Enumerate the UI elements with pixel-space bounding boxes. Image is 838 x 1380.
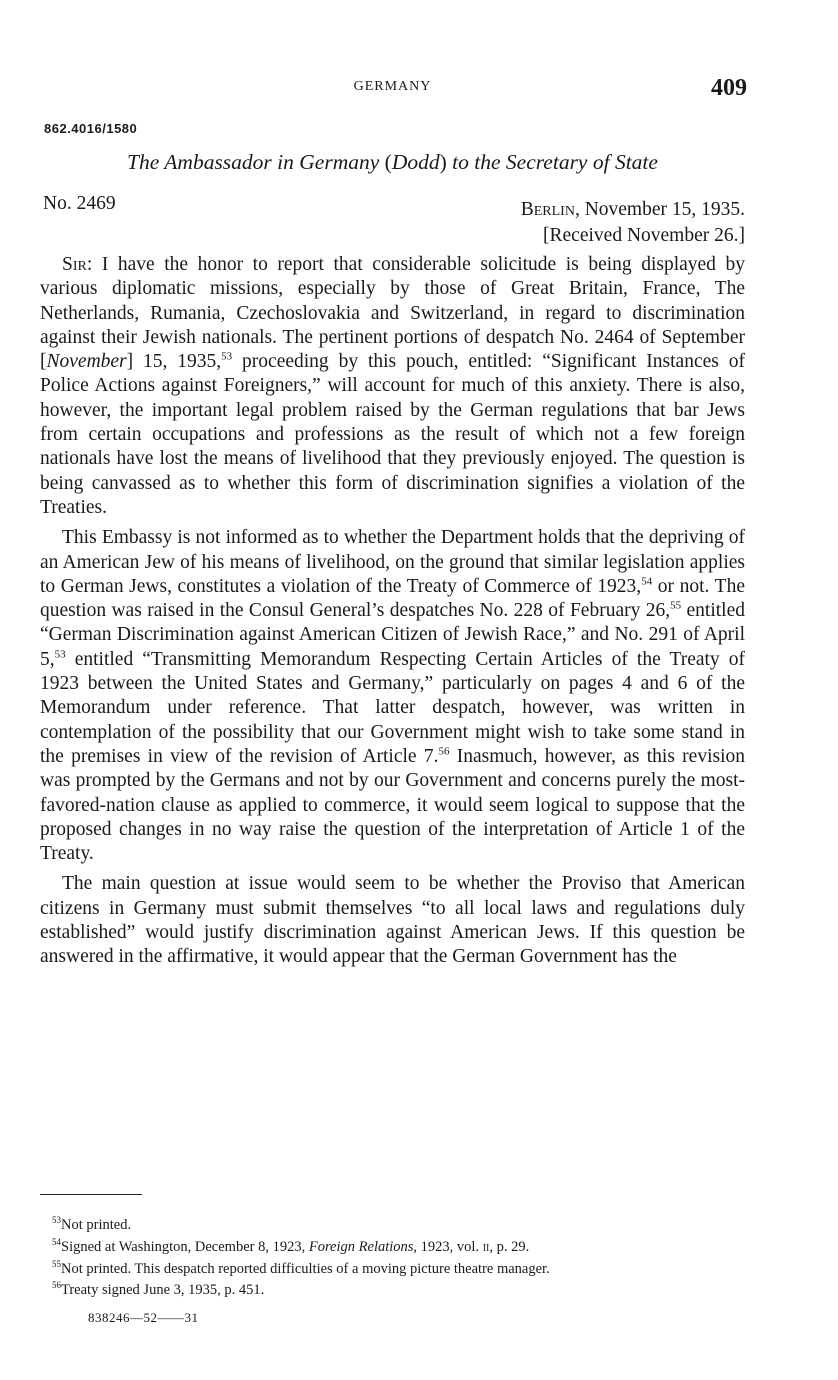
footnote-text: Not printed. This despatch reported difficulties of a moving picture theatre manager.: [61, 1260, 550, 1277]
footnote-text: Treaty signed June 3, 1935, p. 451.: [61, 1282, 265, 1299]
bracket-word: November: [46, 351, 127, 373]
dateline-place: Berlin: [520, 199, 575, 220]
bracket-close: ]: [126, 351, 134, 373]
heading-part2: to the Secretary of State: [446, 150, 658, 174]
footnote-ref: 55: [670, 599, 682, 612]
paragraph-1: [40, 253, 745, 520]
heading-name: Dodd: [391, 150, 440, 174]
despatch-number: No. 2469: [43, 193, 116, 214]
footnote-text: Signed at Washington, December 8, 1923,: [61, 1238, 309, 1255]
footnote-mark: 53: [52, 1215, 61, 1225]
document-page: [40, 0, 745, 1380]
footnote-ref: 54: [641, 575, 653, 588]
page-number: 409: [711, 75, 747, 101]
footnote-ref: 53: [54, 648, 66, 661]
footnote-mark: 56: [52, 1280, 61, 1291]
footnote-ref: 53: [221, 350, 233, 363]
footnote-text: Not printed.: [61, 1216, 132, 1233]
paragraph-2-text-b: or not. The question was raised in the Consul General’s despatches No. 228 of February 26,: [40, 575, 745, 622]
received-date: [Received November 26.]: [543, 225, 745, 246]
paragraph-1-text-c: proceeding by this pouch, entitled: “Significant Instances of Police Actions against Foreigners,” will account for much of this anxiety. There is also, however, the important legal problem raised by the German regulations that bar Jews from certain occupations and professions as the result of which not a few foreign nationals have lost the means of livelihood that they previously enjoyed. The question is being canvassed as to whether this form of discrimination signifies a violation of the Treaties.: [40, 351, 745, 518]
footnote-volume: ii: [482, 1238, 490, 1255]
bracket-open: [: [40, 351, 47, 373]
dateline-date: , November 15, 1935.: [574, 199, 745, 220]
paragraph-2-text-d: entitled “Transmitting Memorandum Respecting Certain Articles of the Treaty of 1923 between the United States and Germany,” particularly on pages 4 and 6 of the Memorandum under reference. That latter despatch, however, was written in contemplation of the possibility that our Government might wish to take some stand in the premises in view of the revision of Article 7.: [40, 648, 745, 767]
footnote-text: , 1923, vol.: [413, 1238, 483, 1255]
paragraph-3: The main question at issue would seem to be whether the Proviso that American citizens in Germany must submit themselves “to all local laws and regulations duly established” would justify discrimination against American Jews. If this question be answered in the affirmative, it would appear that the German Government has the: [40, 873, 745, 968]
paragraph-2-text-c: entitled “German Discrimination against American Citizen of Jewish Race,” and No. 291 of April 5,: [40, 600, 746, 670]
heading-part1: The Ambassador in Germany: [127, 150, 385, 174]
file-number: 862.4016/1580: [44, 121, 138, 136]
footnote-55: [40, 1256, 745, 1278]
footnote-ref: 56: [438, 745, 450, 758]
footnotes: [40, 1212, 745, 1299]
footnote-text: , p. 29.: [489, 1238, 530, 1255]
paragraph-1-text-a: : I have the honor to report that considerable solicitude is being displayed by various diplomatic missions, especially by those of Great Britain, France, The Netherlands, Rumania, Czechoslovakia and Switzerland, in regard to discrimination against their Jewish nationals. The pertinent portions of despatch No. 2464 of September: [40, 254, 745, 348]
footnote-54: [40, 1234, 745, 1256]
salutation: Sir: [62, 254, 87, 275]
footnote-rule: [40, 1194, 142, 1195]
footnote-56: [40, 1277, 745, 1299]
paragraph-2: [40, 526, 745, 866]
letter-body: [40, 253, 745, 970]
dateline: [521, 199, 745, 221]
paragraph-2-text-e: Inasmuch, however, as this revision was prompted by the Germans and not by our Government and concerns purely the most-favored-nation clause as applied to commerce, it would seem logical to suppose that the proposed changes in no way raise the question of the interpretation of Article 1 of the Treaty.: [40, 745, 745, 865]
heading-open-paren: (: [384, 150, 392, 174]
heading-close-paren: ): [439, 150, 447, 174]
running-head: [40, 75, 747, 103]
printer-imprint: 838246—52——31: [88, 1310, 199, 1325]
paragraph-1-text-b: 15, 1935,: [133, 351, 222, 373]
running-title: GERMANY: [353, 79, 432, 94]
document-heading: [40, 150, 745, 175]
footnote-53: [40, 1212, 745, 1234]
paragraph-2-text-a: This Embassy is not informed as to whether the Department holds that the depriving of an American Jew of his means of livelihood, on the ground that similar legislation applies to German Jews, constitutes a violation of the Treaty of Commerce of 1923,: [40, 527, 745, 597]
footnote-mark: 54: [52, 1236, 61, 1247]
footnote-italic-title: Foreign Relations: [308, 1238, 414, 1255]
footnote-mark: 55: [52, 1258, 61, 1269]
